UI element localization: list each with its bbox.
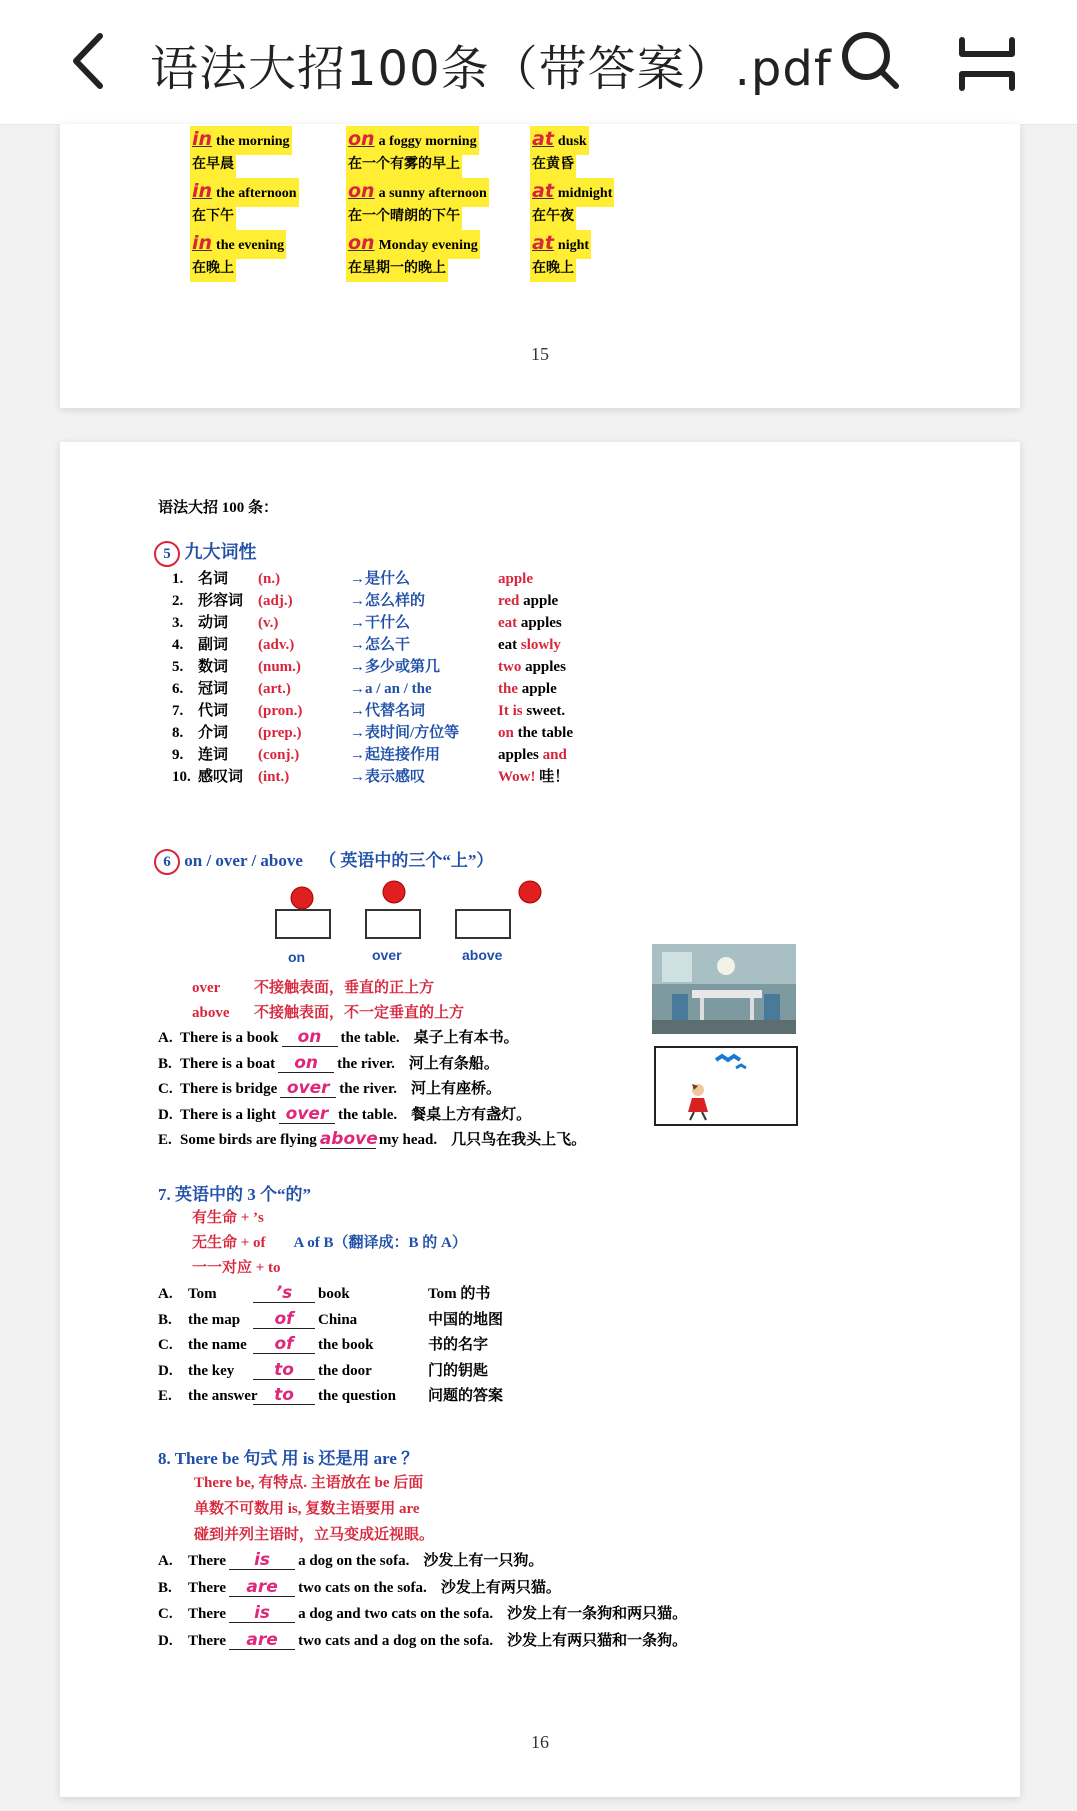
search-icon: [838, 28, 902, 92]
exercise-item: [158, 1575, 687, 1602]
pos-number: 3.: [172, 615, 184, 631]
phrase-zh: 在晚上: [190, 256, 236, 282]
item-translation: Tom 的书: [428, 1286, 491, 1302]
answer-blank: on: [282, 1028, 338, 1047]
pos-row: [172, 590, 573, 612]
pos-row: [172, 568, 573, 590]
example-keyword: two: [498, 659, 522, 675]
item-suffix: my head.: [378, 1132, 438, 1148]
menu-button[interactable]: [956, 34, 1018, 94]
item-prefix: There is bridge: [180, 1081, 278, 1097]
ball-above: [519, 881, 541, 903]
a-of-b-note: A of B（翻译成：B 的 A）: [293, 1235, 467, 1251]
example-keyword: It is: [498, 703, 523, 719]
def-word: over: [192, 980, 221, 996]
sec5-title-text: 九大词性: [184, 542, 257, 562]
item-prefix: There: [188, 1553, 227, 1569]
item-translation: 中国的地图: [428, 1311, 504, 1328]
pos-abbr: (adv.): [258, 637, 295, 653]
pos-description: →起连接作用: [350, 747, 441, 763]
pos-name: 名词: [198, 571, 229, 587]
phrase-en: the morning: [216, 134, 290, 149]
answer-blank: are: [229, 1631, 295, 1650]
pos-number: 9.: [172, 747, 184, 763]
pos-name: 介词: [198, 725, 229, 741]
item-suffix: two cats on the sofa.: [298, 1579, 427, 1596]
example-keyword: eat: [498, 615, 518, 631]
pos-row: [172, 634, 573, 656]
rule-item: 一一对应 + to: [192, 1260, 281, 1276]
item-prefix: the answer: [188, 1388, 258, 1404]
example-rest: 哇！: [539, 769, 570, 785]
item-suffix: a dog and two cats on the sofa.: [298, 1606, 494, 1622]
ball-on: [291, 887, 313, 909]
item-letter: B.: [158, 1311, 172, 1328]
item-prefix: the name: [188, 1337, 247, 1353]
sec6-title: [154, 846, 493, 875]
answer-blank: ’s: [253, 1284, 315, 1303]
sec7-title: 7. 英语中的 3 个“的”: [158, 1185, 311, 1204]
pos-number: 6.: [172, 681, 184, 697]
phrase-zh: 在一个有雾的早上: [346, 152, 462, 178]
def-text: 不接触表面，垂直的正上方: [254, 980, 435, 996]
on-over-above-diagram: [210, 878, 570, 988]
pos-number: 5.: [172, 659, 184, 675]
exercise-item: [158, 1077, 586, 1103]
item-letter: A.: [158, 1030, 173, 1046]
pos-description: →怎么样的: [350, 593, 426, 609]
example-rest: apples: [520, 615, 562, 631]
pos-description: →是什么: [350, 571, 411, 587]
pos-number: 4.: [172, 637, 184, 653]
phrase-zh: 在星期一的晚上: [346, 256, 448, 282]
sec5-number: 5: [154, 541, 180, 567]
item-prefix: There: [188, 1606, 227, 1622]
item-suffix: China: [318, 1311, 358, 1328]
item-letter: A.: [158, 1286, 173, 1302]
pos-abbr: (num.): [258, 659, 301, 675]
item-prefix: There is a book: [180, 1030, 279, 1046]
sec6-subtitle: （ 英语中的三个“上”）: [319, 851, 494, 870]
pos-example: [498, 678, 557, 700]
phrase-en: Monday evening: [378, 238, 478, 253]
item-letter: B.: [158, 1055, 172, 1072]
pos-number: 1.: [172, 571, 184, 587]
item-translation: 沙发上有一条狗和两只猫。: [507, 1606, 688, 1622]
answer-blank: to: [253, 1361, 315, 1380]
pos-abbr: (n.): [258, 571, 281, 587]
answer-in: in: [192, 128, 213, 150]
page-number: 15: [531, 344, 549, 364]
pos-example: [498, 766, 569, 788]
sec8-rules: [194, 1470, 434, 1548]
pdf-page-15[interactable]: [60, 124, 1020, 408]
phrase-en: midnight: [557, 186, 613, 201]
answer-blank: of: [253, 1310, 315, 1329]
pos-name: 连词: [198, 747, 229, 763]
app-header: [0, 0, 1077, 125]
pos-abbr: (adj.): [258, 593, 293, 609]
item-translation: 几只鸟在我头上飞。: [451, 1132, 587, 1148]
answer-on: on: [348, 232, 375, 254]
pos-example: [498, 612, 562, 634]
pos-abbr: (art.): [258, 681, 291, 697]
pos-row: [172, 744, 573, 766]
rule-item: 碰到并列主语时，立马变成近视眼。: [194, 1527, 435, 1543]
item-prefix: the map: [188, 1311, 241, 1328]
item-letter: A.: [158, 1553, 173, 1569]
sec5-title: [154, 538, 257, 567]
item-translation: 门的钥匙: [428, 1362, 489, 1379]
label-above: above: [462, 947, 503, 963]
rule-item: There be, 有特点. 主语放在 be 后面: [194, 1475, 424, 1491]
answer-blank: on: [278, 1054, 334, 1073]
answer-on: on: [348, 180, 375, 202]
pos-example: [498, 700, 565, 722]
item-letter: E.: [158, 1388, 172, 1404]
answer-on: on: [348, 128, 375, 150]
sec6-title-text: on / over / above: [184, 851, 303, 870]
exercise-item: [158, 1128, 586, 1154]
exercise-item: [158, 1601, 687, 1628]
box-on: [276, 910, 330, 938]
answer-blank: are: [229, 1578, 295, 1597]
item-prefix: There: [188, 1579, 227, 1596]
item-letter: D.: [158, 1106, 173, 1123]
pos-name: 形容词: [198, 593, 244, 609]
pos-row: [172, 656, 573, 678]
time-col-at: [530, 126, 614, 282]
over-above-definitions: [192, 976, 464, 1026]
pos-example: [498, 634, 561, 656]
exercise-item: [158, 1026, 586, 1052]
document-title: 语法大招100条（带答案）.pdf: [150, 41, 832, 97]
phrase-zh: 在一个晴朗的下午: [346, 204, 462, 230]
item-suffix: two cats and a dog on the sofa.: [298, 1632, 494, 1649]
phrase-en: a foggy morning: [378, 134, 477, 149]
item-prefix: the key: [188, 1362, 235, 1379]
sec8-exercises: [158, 1548, 687, 1654]
page-number: 16: [531, 1732, 549, 1752]
item-suffix: book: [318, 1286, 350, 1302]
label-on: on: [288, 949, 306, 965]
example-keyword: the: [498, 681, 518, 697]
item-translation: 问题的答案: [428, 1388, 504, 1404]
page-heading: 语法大招 100 条：: [158, 500, 279, 516]
phrase-zh: 在午夜: [530, 204, 576, 230]
menu-icon: [956, 34, 1018, 94]
pos-example: [498, 568, 533, 590]
search-button[interactable]: [838, 28, 902, 92]
pos-row: [172, 678, 573, 700]
phrase-zh: 在黄昏: [530, 152, 576, 178]
pos-abbr: (conj.): [258, 747, 300, 763]
item-suffix: the question: [318, 1388, 396, 1404]
pos-number: 2.: [172, 593, 184, 609]
item-suffix: the door: [318, 1362, 372, 1379]
phrase-zh: 在晚上: [530, 256, 576, 282]
pos-example: [498, 656, 566, 678]
parts-of-speech-table: [172, 568, 573, 788]
box-above: [456, 910, 510, 938]
example-keyword: apple: [498, 571, 534, 587]
item-translation: 河上有条船。: [408, 1055, 499, 1072]
answer-blank: is: [229, 1551, 295, 1570]
pos-example: [498, 744, 567, 766]
example-keyword: red: [498, 593, 520, 609]
sec6-exercises: [158, 1026, 586, 1154]
example-rest: apples: [525, 659, 566, 675]
def-text: 不接触表面，不一定垂直的上方: [254, 1005, 465, 1021]
item-translation: 餐桌上方有盏灯。: [411, 1106, 532, 1123]
example-rest: sweet.: [526, 703, 566, 719]
example-keyword: Wow!: [498, 769, 536, 785]
sec7-exercises: [158, 1282, 503, 1410]
phrase-zh: 在早晨: [190, 152, 236, 178]
example-rest: apple: [521, 681, 557, 697]
phrase-en: the afternoon: [216, 186, 297, 201]
pos-row: [172, 612, 573, 634]
phrase-en: night: [557, 238, 590, 253]
item-translation: 桌子上有本书。: [413, 1030, 519, 1046]
item-letter: B.: [158, 1579, 172, 1596]
item-translation: 沙发上有两只猫和一条狗。: [507, 1632, 688, 1649]
pos-number: 8.: [172, 725, 184, 741]
pdf-page-16[interactable]: [60, 442, 1020, 1797]
item-letter: C.: [158, 1337, 173, 1353]
ball-over: [383, 881, 405, 903]
item-letter: E.: [158, 1132, 172, 1148]
exercise-item: [158, 1308, 503, 1334]
pos-name: 副词: [198, 637, 229, 653]
answer-blank: above: [319, 1129, 378, 1149]
answer-blank: over: [280, 1079, 336, 1098]
answer-in: in: [192, 232, 213, 254]
answer-at: at: [532, 128, 554, 150]
item-prefix: There is a light: [180, 1106, 276, 1123]
example-keyword: and: [542, 747, 567, 763]
sec7-rules: [192, 1206, 467, 1281]
example-rest: the table: [517, 725, 574, 741]
example-rest: eat: [498, 637, 518, 653]
pos-description: →怎么干: [350, 637, 411, 653]
exercise-item: [158, 1333, 503, 1359]
item-suffix: a dog on the sofa.: [298, 1553, 410, 1569]
item-prefix: There: [188, 1632, 227, 1649]
exercise-item: [158, 1384, 503, 1410]
item-letter: D.: [158, 1362, 173, 1379]
pos-description: →代替名词: [350, 703, 426, 719]
pos-row: [172, 766, 573, 788]
pos-description: →多少或第几: [350, 659, 441, 675]
pos-name: 代词: [198, 703, 229, 719]
pos-row: [172, 722, 573, 744]
dining-room-photo: [652, 944, 796, 1034]
item-suffix: the river.: [339, 1081, 397, 1097]
exercise-item: [158, 1052, 586, 1078]
item-prefix: Some birds are flying: [180, 1132, 317, 1148]
exercise-item: [158, 1548, 687, 1575]
item-letter: D.: [158, 1632, 173, 1649]
pos-number: 10.: [172, 769, 191, 785]
item-letter: C.: [158, 1606, 173, 1622]
time-col-on: [346, 126, 489, 282]
item-letter: C.: [158, 1081, 173, 1097]
pos-example: [498, 590, 558, 612]
back-button[interactable]: [62, 28, 122, 94]
rule-item: 单数不可数用 is, 复数主语要用 are: [194, 1501, 420, 1517]
item-suffix: the book: [318, 1337, 374, 1353]
birds-illustration: [654, 1046, 798, 1126]
exercise-item: [158, 1628, 687, 1655]
phrase-en: dusk: [557, 134, 587, 149]
example-rest: apples: [498, 747, 539, 763]
chevron-left-icon: [62, 28, 122, 94]
pos-name: 数词: [198, 659, 229, 675]
pos-description: →干什么: [350, 615, 411, 631]
pos-name: 冠词: [198, 681, 229, 697]
phrase-en: the evening: [216, 238, 285, 253]
exercise-item: [158, 1282, 503, 1308]
pos-example: [498, 722, 573, 744]
pos-number: 7.: [172, 703, 184, 719]
item-translation: 沙发上有一只狗。: [423, 1553, 544, 1569]
answer-blank: of: [253, 1335, 315, 1354]
answer-at: at: [532, 180, 554, 202]
item-translation: 沙发上有两只猫。: [440, 1579, 561, 1596]
example-rest: apple: [523, 593, 559, 609]
pos-abbr: (v.): [258, 615, 279, 631]
label-over: over: [372, 947, 402, 963]
box-over: [366, 910, 420, 938]
pos-name: 动词: [198, 615, 229, 631]
item-prefix: Tom: [188, 1286, 217, 1302]
example-keyword: on: [498, 725, 514, 741]
exercise-item: [158, 1103, 586, 1129]
answer-blank: over: [279, 1105, 335, 1124]
sec6-number: 6: [154, 849, 180, 875]
pos-abbr: (pron.): [258, 703, 303, 719]
item-suffix: the table.: [337, 1106, 398, 1123]
pos-description: →表时间/方位等: [350, 725, 460, 741]
item-suffix: the table.: [340, 1030, 400, 1046]
pos-abbr: (int.): [258, 769, 290, 785]
item-suffix: the river.: [337, 1055, 395, 1072]
answer-in: in: [192, 180, 213, 202]
pos-row: [172, 700, 573, 722]
def-word: above: [192, 1005, 230, 1021]
answer-blank: to: [253, 1386, 315, 1405]
phrase-zh: 在下午: [190, 204, 236, 230]
answer-at: at: [532, 232, 554, 254]
pos-abbr: (prep.): [258, 725, 302, 741]
item-prefix: There is a boat: [180, 1055, 276, 1072]
rule-item: 无生命 + of: [192, 1235, 266, 1251]
pos-name: 感叹词: [198, 769, 244, 785]
phrase-en: a sunny afternoon: [378, 186, 487, 201]
exercise-item: [158, 1359, 503, 1385]
pos-description: →表示感叹: [350, 769, 426, 785]
example-keyword: slowly: [520, 637, 561, 653]
item-translation: 河上有座桥。: [411, 1081, 502, 1097]
rule-item: 有生命 + ’s: [192, 1210, 264, 1226]
pos-description: →a / an / the: [350, 681, 432, 697]
item-translation: 书的名字: [428, 1337, 489, 1353]
time-col-in: [190, 126, 299, 282]
sec8-title: 8. There be 句式 用 is 还是用 are ？: [158, 1449, 419, 1468]
answer-blank: is: [229, 1604, 295, 1623]
